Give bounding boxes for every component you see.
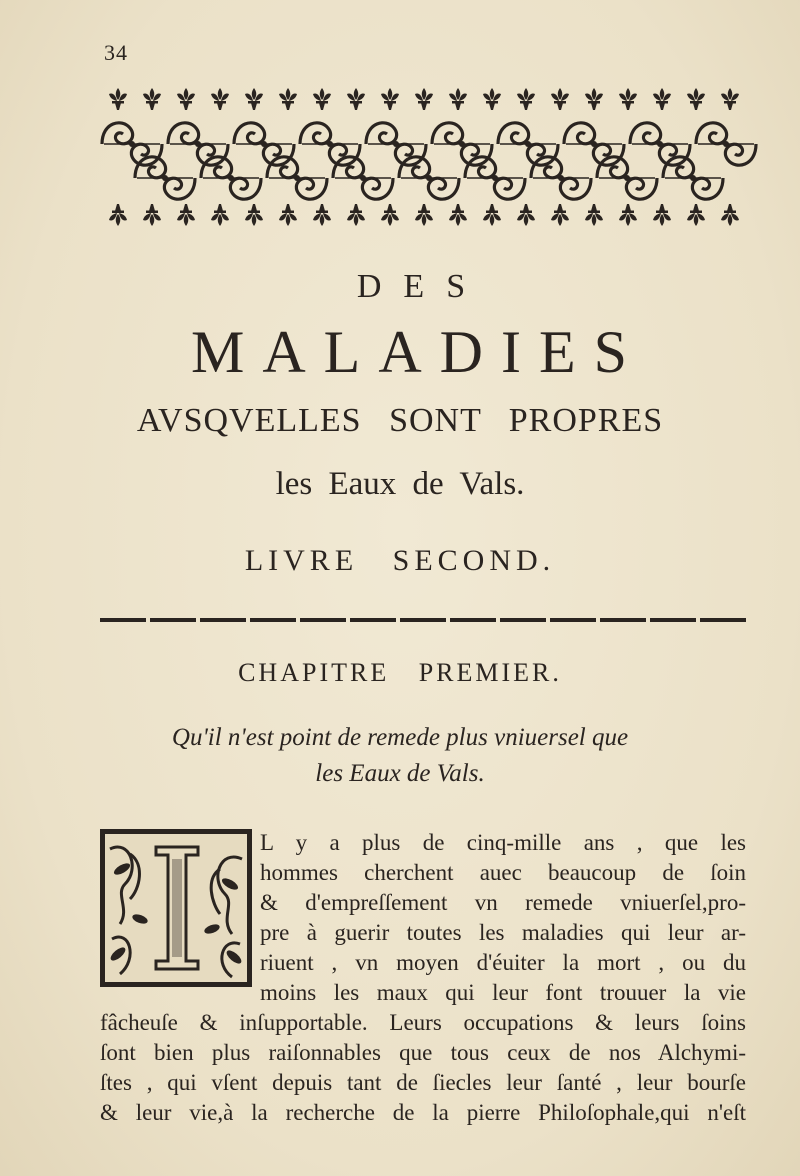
body-line-3: & d'empreſſement vn remede vniuerſel,pro- xyxy=(260,890,746,915)
decorated-initial xyxy=(100,829,252,987)
title-maladies: MALADIES xyxy=(191,319,645,385)
body-line-10: & leur vie,à la recherche de la pierre Philoſophale,qui n'eſt xyxy=(100,1100,746,1125)
headpiece-ornament xyxy=(100,80,760,232)
chapter-heading: CHAPITRE PREMIER. xyxy=(238,658,562,687)
body-line-1: L y a plus de cinq-mille ans , que les xyxy=(260,830,746,855)
body-line-2: hommes cherchent auec beaucoup de ſoin xyxy=(260,860,746,885)
chapter-subtitle xyxy=(0,720,800,792)
book-heading: LIVRE SECOND. xyxy=(244,544,556,577)
page-number: 34 xyxy=(104,40,128,65)
title-eaux-de-vals: les Eaux de Vals. xyxy=(275,466,525,502)
body-line-7: fâcheuſe & inſupportable. Leurs occupations & leurs ſoins xyxy=(100,1010,746,1035)
body-line-8: ſont bien plus raiſonnables que tous ceux de nos Alchymi- xyxy=(100,1040,746,1065)
title-des: DES xyxy=(356,268,488,305)
title-ausquelles: AVSQVELLES SONT PROPRES xyxy=(136,402,664,439)
body-line-9: ſtes , qui vſent depuis tant de ſiecles leur ſanté , leur bourſe xyxy=(100,1070,746,1095)
body-line-4: pre à guerir toutes les maladies qui leur ar- xyxy=(260,920,746,945)
chapter-subtitle-line-2: les Eaux de Vals. xyxy=(315,760,485,787)
body-line-6: moins les maux qui leur font trouuer la vie xyxy=(260,980,746,1005)
body-line-5: riuent , vn moyen d'éuiter la mort , ou du xyxy=(260,950,746,975)
chapter-subtitle-line-1: Qu'il n'est point de remede plus vniuersel que xyxy=(171,724,629,751)
section-rule xyxy=(100,617,746,624)
